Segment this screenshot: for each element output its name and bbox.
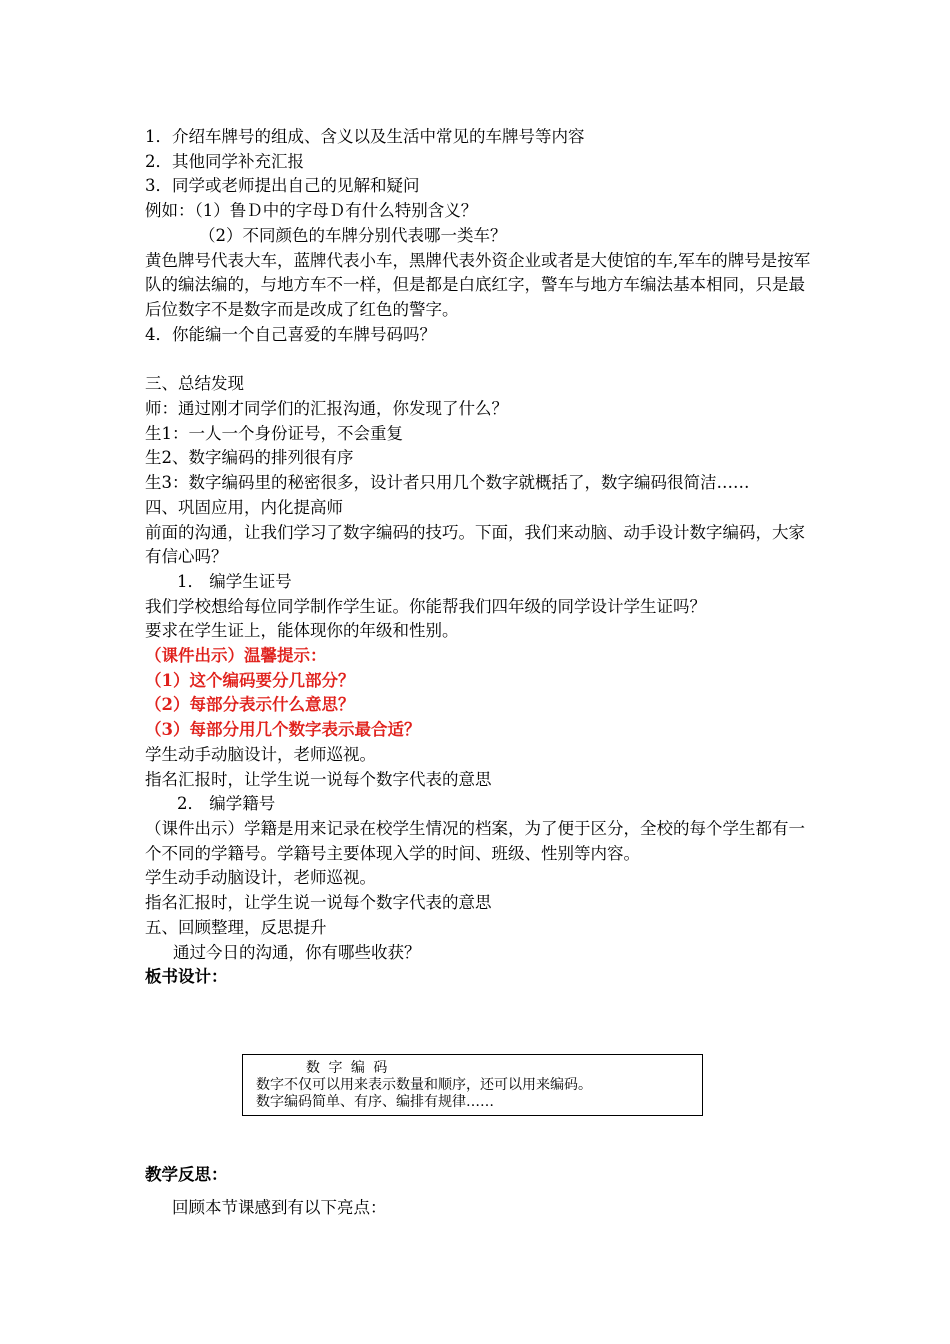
board-design-box	[242, 1054, 703, 1116]
text-line: 指名汇报时，让学生说一说每个数字代表的意思	[145, 769, 492, 789]
text-line: 学生动手动脑设计，老师巡视。	[145, 868, 376, 888]
hint-item: （1）这个编码要分几部分？	[145, 670, 355, 690]
text-line: 4．你能编一个自己喜爱的车牌号码吗？	[145, 324, 436, 344]
board-design-heading: 板书设计：	[145, 967, 228, 987]
text-line: 例如：（1）鲁Ｄ中的字母Ｄ有什么特别含义？	[145, 201, 478, 221]
text-paragraph: （课件出示）学籍是用来记录在校学生情况的档案，为了便于区分，全校的每个学生都有一个不同的学籍号。学籍号主要体现入学的时间、班级、性别等内容。	[145, 818, 805, 863]
board-line: 数字不仅可以用来表示数量和顺序，还可以用来编码。	[256, 1077, 592, 1093]
board-title: 数 字 编 码	[306, 1060, 390, 1076]
hint-heading: （课件出示）温馨提示：	[145, 646, 327, 666]
text-line: 我们学校想给每位同学制作学生证。你能帮我们四年级的同学设计学生证吗？	[145, 596, 706, 616]
blank-line	[145, 347, 815, 372]
board-line: 数字编码简单、有序、编排有规律……	[256, 1094, 494, 1110]
hint-item: （2）每部分表示什么意思？	[145, 695, 355, 715]
text-line: 学生动手动脑设计，老师巡视。	[145, 744, 376, 764]
text-paragraph: 前面的沟通，让我们学习了数字编码的技巧。下面，我们来动脑、动手设计数字编码，大家有信心吗？	[145, 522, 805, 567]
reflection-heading: 教学反思：	[145, 1165, 228, 1184]
text-line: 指名汇报时，让学生说一说每个数字代表的意思	[145, 893, 492, 913]
section-heading: 三、总结发现	[145, 374, 244, 394]
text-line: 3．同学或老师提出自己的见解和疑问	[145, 176, 420, 196]
text-line: 师：通过刚才同学们的汇报沟通，你发现了什么？	[145, 399, 508, 419]
subsection-heading: 2． 编学籍号	[177, 794, 276, 814]
section-heading: 四、巩固应用，内化提高师	[145, 497, 343, 517]
text-line: 1．介绍车牌号的组成、含义以及生活中常见的车牌号等内容	[145, 127, 585, 146]
text-line: 要求在学生证上，能体现你的年级和性别。	[145, 621, 459, 641]
text-line: 2．其他同学补充汇报	[145, 151, 304, 171]
document-body	[145, 125, 815, 990]
text-paragraph: 黄色牌号代表大车，蓝牌代表小车，黑牌代表外资企业或者是大使馆的车,军车的牌号是按军队的编法编的，与地方车不一样，但是都是白底红字，警车与地方车编法基本相同，只是最后位数字不是数字而是改成了红色的警字。	[145, 250, 811, 319]
reflection-text: 回顾本节课感到有以下亮点：	[172, 1198, 387, 1217]
section-heading: 五、回顾整理，反思提升	[145, 917, 327, 937]
text-line: 通过今日的沟通，你有哪些收获？	[173, 942, 421, 962]
subsection-heading: 1． 编学生证号	[177, 571, 292, 591]
hint-item: （3）每部分用几个数字表示最合适？	[145, 720, 421, 740]
text-line: （2）不同颜色的车牌分别代表哪一类车？	[199, 225, 507, 245]
text-paragraph: 生3：数字编码里的秘密很多，设计者只用几个数字就概括了，数字编码很简洁……	[145, 473, 750, 493]
text-line: 生2、数字编码的排列很有序	[145, 448, 354, 468]
text-line: 生1：一人一个身份证号，不会重复	[145, 423, 403, 443]
